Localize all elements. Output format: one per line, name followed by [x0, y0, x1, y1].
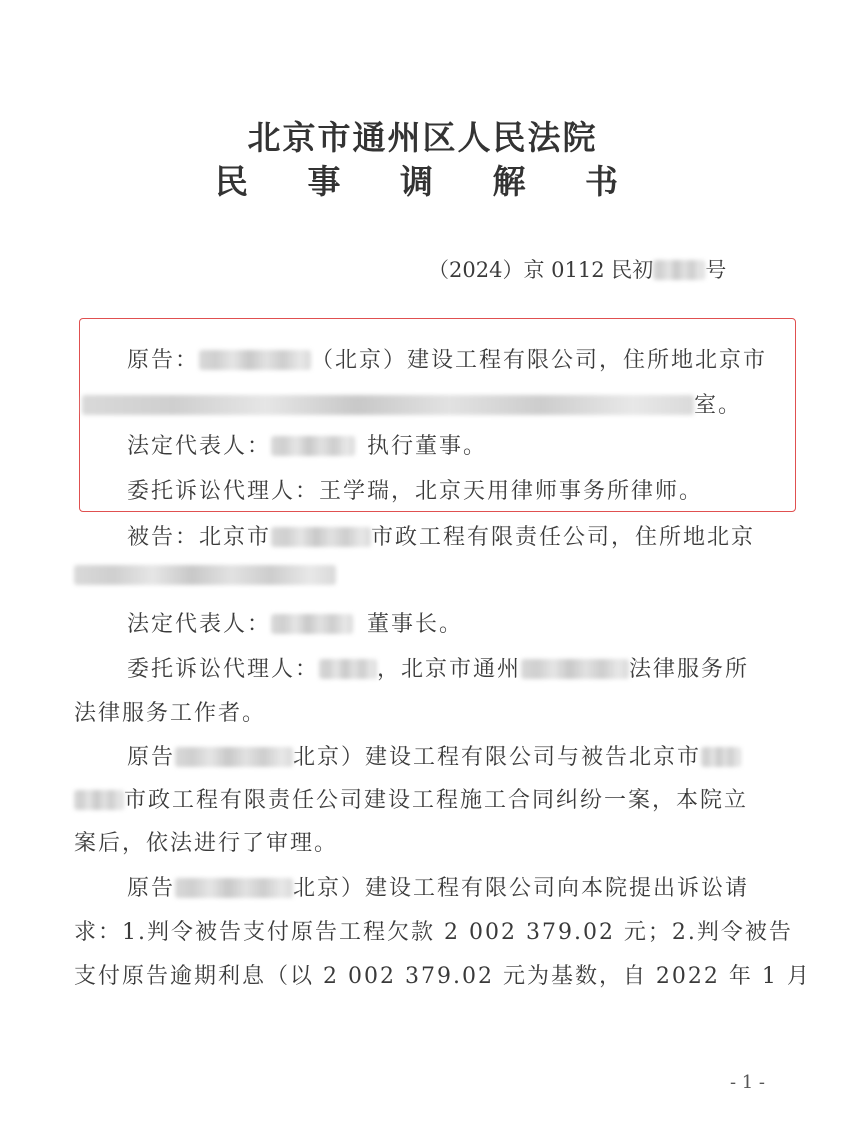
- defendant-label: 被告：: [127, 525, 200, 550]
- defendant-agent-mid: ，北京市通州: [377, 657, 522, 682]
- redacted-case-number: [653, 260, 705, 280]
- case-number-suffix: 号: [705, 258, 727, 282]
- page-number: - 1 -: [729, 1072, 765, 1093]
- plaintiff-address-end: 室。: [694, 393, 743, 418]
- redacted-plaintiff-address: [82, 395, 694, 415]
- redacted-para1-defendant-b: [74, 790, 124, 810]
- case-number-prefix: （2024）京 0112 民初: [428, 258, 654, 282]
- para2-line2: 求：1.判令被告支付原告工程欠款 2 002 379.02 元；2.判令被告: [74, 920, 793, 945]
- plaintiff-line: [127, 343, 767, 374]
- defendant-name-prefix: 北京市: [199, 525, 272, 550]
- para1-start: 原告: [127, 745, 176, 770]
- para1-line1: [127, 740, 741, 771]
- para1-line2-text: 市政工程有限责任公司建设工程施工合同纠纷一案，本院立: [124, 788, 749, 813]
- redacted-defendant-legal-rep: [271, 614, 353, 634]
- defendant-legal-rep-label: 法定代表人：: [127, 612, 272, 637]
- redacted-para2-plaintiff: [175, 878, 293, 898]
- defendant-agent-title-line: 法律服务工作者。: [74, 701, 267, 726]
- defendant-agent-line: [127, 652, 749, 683]
- case-number: [428, 254, 726, 284]
- redacted-defendant-agent: [319, 659, 377, 679]
- redacted-defendant-agent-org: [521, 659, 629, 679]
- defendant-legal-rep-line: [127, 607, 463, 638]
- para2-line3: 支付原告逾期利息（以 2 002 379.02 元为基数，自 2022 年 1 月: [74, 964, 811, 989]
- court-name: 北京市通州区人民法院: [247, 118, 598, 157]
- plaintiff-legal-rep-title: 执行董事。: [367, 434, 488, 459]
- defendant-line: [127, 520, 755, 551]
- para1-mid: 北京）建设工程有限公司与被告北京市: [293, 745, 702, 770]
- plaintiff-address-line: [82, 388, 742, 419]
- redacted-para1-plaintiff: [175, 747, 293, 767]
- redacted-para1-defendant-a: [701, 747, 741, 767]
- para2-mid: 北京）建设工程有限公司向本院提出诉讼请: [293, 876, 750, 901]
- para2-start: 原告: [127, 876, 176, 901]
- document-type-title: 民 事 调 解 书: [215, 162, 642, 201]
- redacted-plaintiff-legal-rep: [271, 436, 355, 456]
- plaintiff-agent-line: 委托诉讼代理人：王学瑞，北京天用律师事务所律师。: [127, 479, 704, 504]
- plaintiff-name-suffix: （北京）建设工程有限公司，住所地北京市: [311, 348, 768, 373]
- para2-line1: [127, 871, 749, 902]
- defendant-agent-org-end: 法律服务所: [629, 657, 750, 682]
- redacted-plaintiff-name: [199, 350, 311, 370]
- defendant-name-suffix: 市政工程有限责任公司，住所地北京: [371, 525, 756, 550]
- plaintiff-legal-rep-label: 法定代表人：: [127, 434, 272, 459]
- plaintiff-legal-rep-line: [127, 429, 487, 460]
- defendant-legal-rep-title: 董事长。: [367, 612, 464, 637]
- redacted-defendant-name: [271, 527, 371, 547]
- redacted-defendant-address: [74, 565, 336, 585]
- defendant-address-line: [74, 563, 336, 588]
- para1-line2: [74, 783, 748, 814]
- defendant-agent-label: 委托诉讼代理人：: [127, 657, 320, 682]
- para1-line3: 案后，依法进行了审理。: [74, 831, 339, 856]
- plaintiff-label: 原告：: [127, 348, 200, 373]
